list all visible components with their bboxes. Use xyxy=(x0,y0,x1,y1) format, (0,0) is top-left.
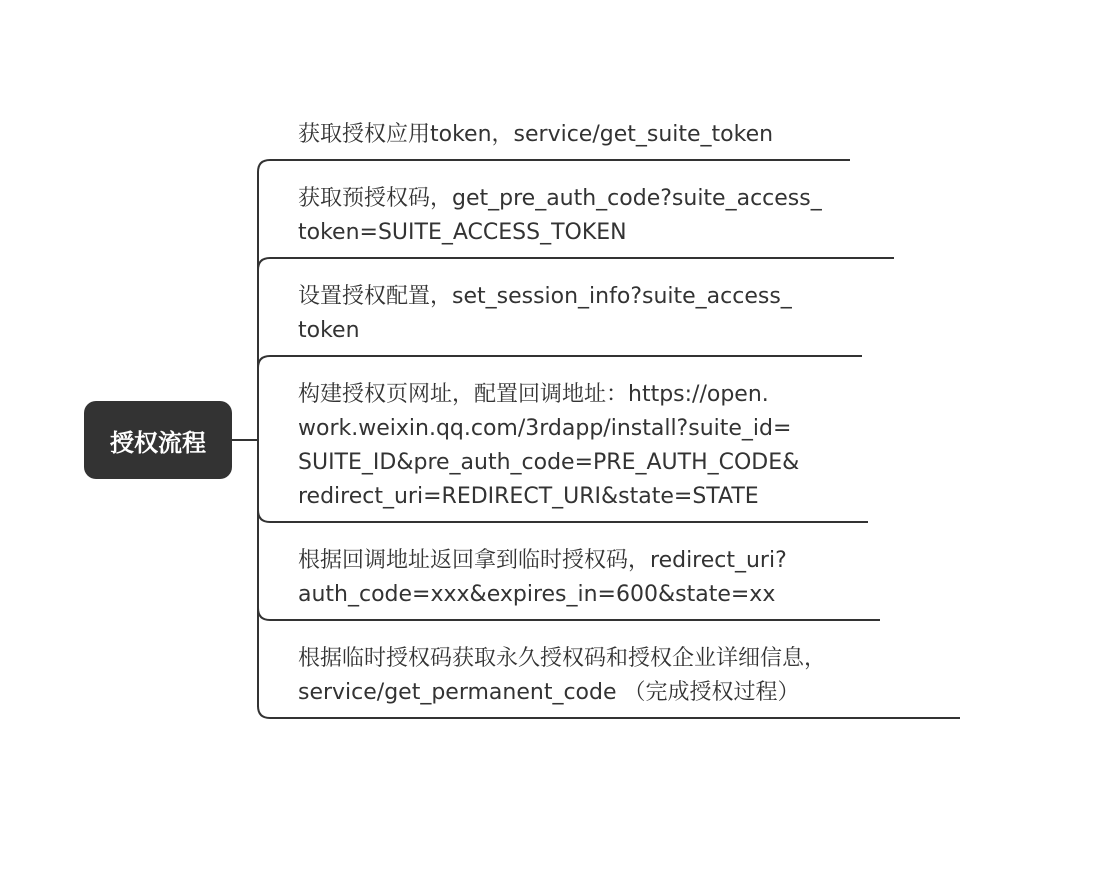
branch-2-line-2: token=SUITE_ACCESS_TOKEN xyxy=(298,220,627,245)
branch-get-suite-token xyxy=(298,118,773,152)
branch-4-line-2: work.weixin.qq.com/3rdapp/install?suite_id= xyxy=(298,416,792,441)
branch-6-line-1: 根据临时授权码获取永久授权码和授权企业详细信息， xyxy=(298,646,827,671)
root-node-authorization-flow xyxy=(84,401,232,479)
branch-get-temp-auth-code xyxy=(298,544,787,612)
branch-1-line-1: 获取授权应用token，service/get_suite_token xyxy=(298,122,774,147)
branch-6-line-2: service/get_permanent_code （完成授权过程） xyxy=(298,680,800,705)
branch-set-session-info xyxy=(298,280,792,348)
branch-5-line-1: 根据回调地址返回拿到临时授权码，redirect_uri? xyxy=(298,548,787,573)
branch-underline-1 xyxy=(258,160,850,172)
branch-3-line-1: 设置授权配置，set_session_info?suite_access_ xyxy=(298,284,792,309)
branch-3-line-2: token xyxy=(298,318,360,343)
branch-4-line-4: redirect_uri=REDIRECT_URI&state=STATE xyxy=(298,484,759,509)
branch-underline-2 xyxy=(258,258,894,270)
branch-get-permanent-code xyxy=(298,642,826,710)
branch-underline-3 xyxy=(258,356,862,368)
branch-get-pre-auth-code xyxy=(298,182,822,250)
branch-5-line-2: auth_code=xxx&expires_in=600&state=xx xyxy=(298,582,776,607)
branch-4-line-1: 构建授权页网址，配置回调地址：https://open. xyxy=(298,382,769,407)
root-node-label: 授权流程 xyxy=(110,428,206,457)
branch-build-auth-url xyxy=(298,378,799,514)
branch-2-line-1: 获取预授权码，get_pre_auth_code?suite_access_ xyxy=(298,186,822,211)
branch-4-line-3: SUITE_ID&pre_auth_code=PRE_AUTH_CODE& xyxy=(298,450,800,475)
